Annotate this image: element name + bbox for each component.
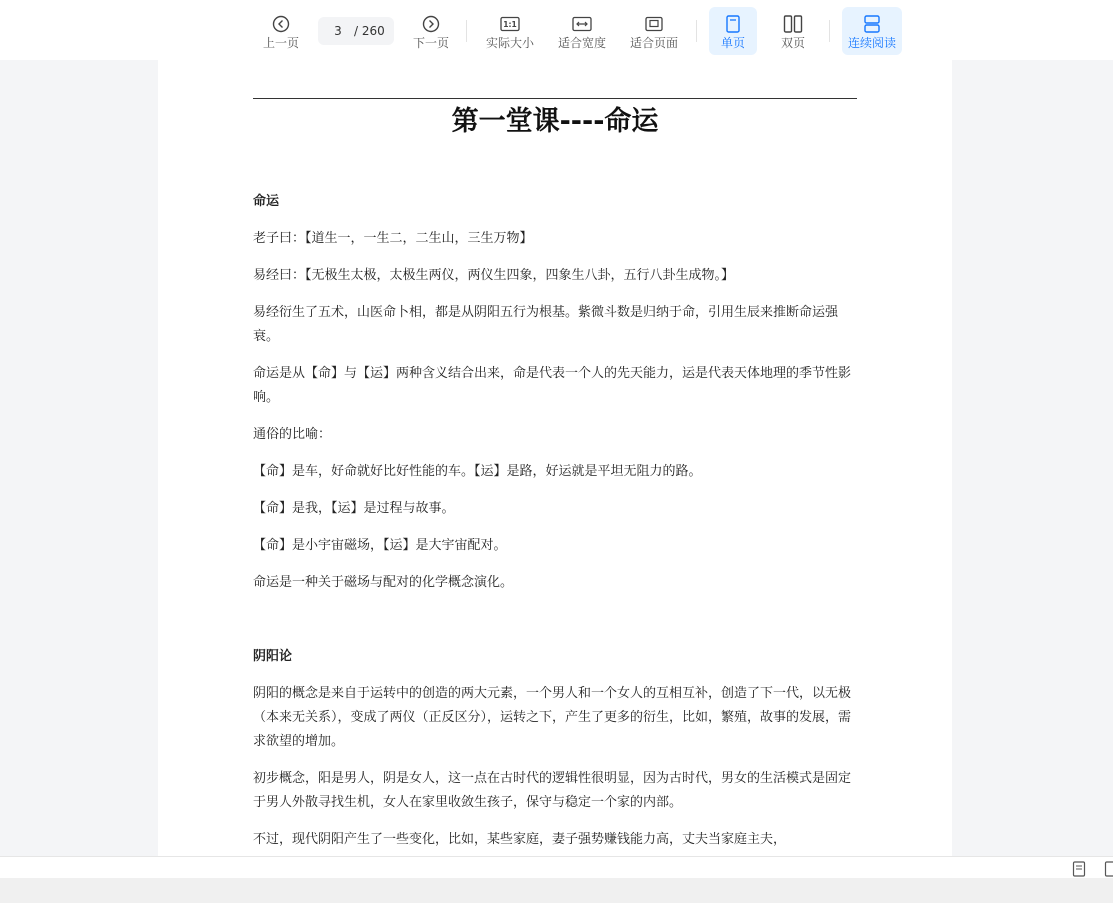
section-gap [253,608,857,645]
toolbar [0,0,1113,60]
paragraph: 命运是一种关于磁场与配对的化学概念演化。 [253,575,514,590]
double-page-label: 双页 [780,36,805,50]
fit-width-button[interactable] [554,7,610,55]
paragraph: 【命】是车，好命就好比好性能的车。【运】是路，好运就是平坦无阻力的路。 [253,464,702,479]
section-heading: 命运 [253,194,280,209]
fit-width-label: 适合宽度 [557,36,606,50]
svg-text:1:1: 1:1 [503,20,517,30]
arrow-right-circle-icon [421,15,441,33]
fit-width-icon [572,15,592,33]
fit-page-label: 适合页面 [629,36,678,50]
paragraph: 老子曰：【道生一，一生二，二生山，三生万物】 [253,231,533,246]
section-heading: 阴阳论 [253,649,293,664]
continuous-reading-icon [862,15,882,33]
paragraph: 易经衍生了五术，山医命卜相，都是从阴阳五行为根基。紫微斗数是归纳于命，引用生辰来推断命运强衰。 [253,305,839,344]
page-view-icon[interactable] [1072,861,1086,877]
document-icon[interactable] [1104,861,1113,877]
prev-page-label: 上一页 [262,36,299,50]
actual-size-icon [500,15,520,33]
continuous-reading-button[interactable] [842,7,902,55]
title-rule [253,98,857,99]
toolbar-divider [829,20,830,42]
paragraph: 阴阳的概念是来自于运转中的创造的两大元素，一个男人和一个女人的互相互补，创造了下一代，以无极（本来无关系），变成了两仪（正反区分），运转之下，产生了更多的衍生，比如，繁殖，故事的发展，需求欲望的增加。 [253,686,852,749]
paragraph: 易经曰：【无极生太极，太极生两仪，两仪生四象，四象生八卦，五行八卦生成物。】 [253,268,735,283]
paragraph: 命运是从【命】与【运】两种含义结合出来，命是代表一个人的先天能力，运是代表天体地理的季节性影响。 [253,366,852,405]
single-page-button[interactable] [709,7,757,55]
page-indicator [318,17,394,45]
double-page-icon [783,15,803,33]
fit-page-button[interactable] [626,7,682,55]
paragraph: 【命】是小宇宙磁场，【运】是大宇宙配对。 [253,538,507,553]
actual-size-button[interactable] [482,7,538,55]
continuous-reading-label: 连续阅读 [847,36,896,50]
paragraph: 不过，现代阴阳产生了一些变化，比如，某些家庭，妻子强势赚钱能力高，丈夫当家庭主夫， [253,832,787,847]
paragraph: 初步概念，阳是男人，阴是女人，这一点在古时代的逻辑性很明显，因为古时代，男女的生活模式是固定于男人外散寻找生机，女人在家里收敛生孩子，保守与稳定一个家的内部。 [253,771,852,810]
next-page-button[interactable] [409,7,453,55]
single-page-icon [723,15,743,33]
toolbar-divider [466,20,467,42]
page-number-input[interactable]: 3 [334,24,342,38]
document-title: 第一堂课----命运 [451,106,659,137]
toolbar-divider [696,20,697,42]
double-page-button[interactable] [771,7,815,55]
fit-page-icon [644,15,664,33]
document-page [158,60,952,856]
paragraph: 通俗的比喻： [253,427,332,442]
actual-size-label: 实际大小 [485,36,534,50]
document-content [253,190,857,856]
next-page-label: 下一页 [412,36,449,50]
bottom-area [0,878,1113,903]
paragraph: 【命】是我，【运】是过程与故事。 [253,501,455,516]
page-total: / 260 [354,24,385,38]
status-bar [0,856,1113,878]
arrow-left-circle-icon [271,15,291,33]
prev-page-button[interactable] [259,7,303,55]
single-page-label: 单页 [720,36,745,50]
